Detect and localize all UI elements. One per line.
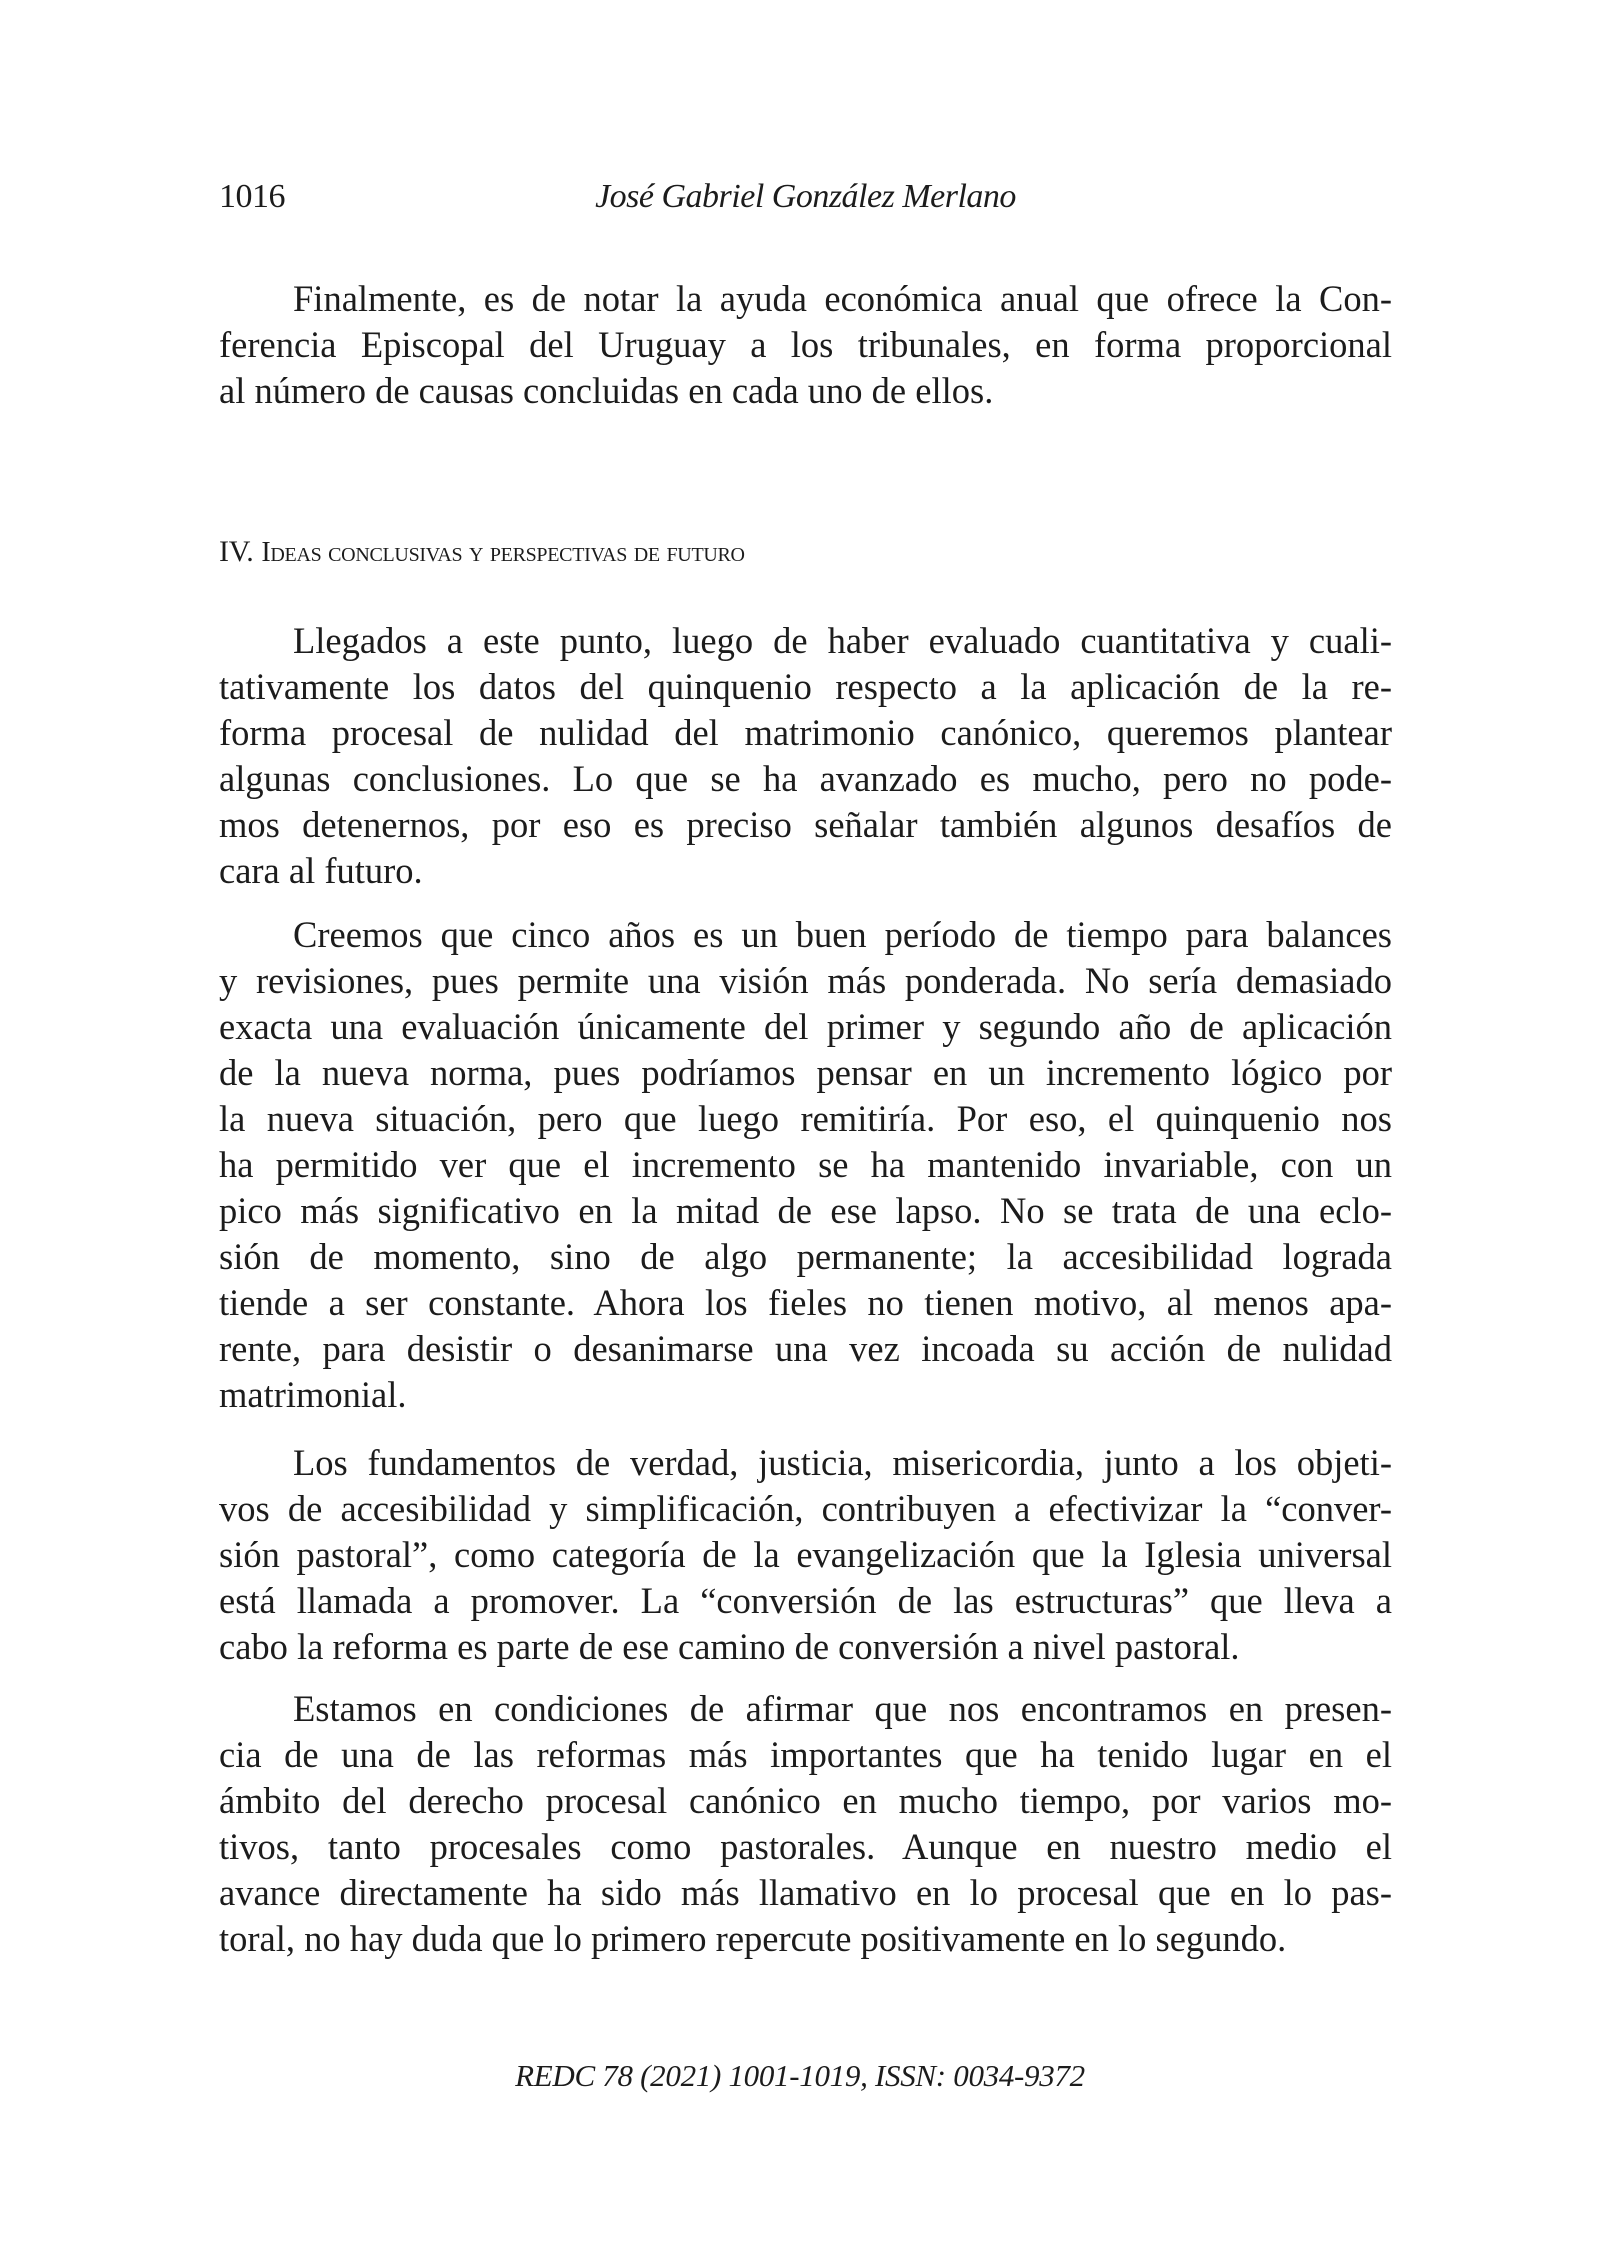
- section-title: Ideas conclusivas y perspectivas de futuro: [261, 537, 745, 568]
- text-line: ferencia Episcopal del Uruguay a los tribunales, en forma proporcional: [219, 324, 1392, 365]
- text-line: Los fundamentos de verdad, justicia, misericordia, junto a los objeti-: [293, 1442, 1392, 1483]
- paragraph-financial-aid: [219, 276, 1392, 414]
- text-line: Creemos que cinco años es un buen período de tiempo para balances: [293, 914, 1392, 955]
- paragraph-important-reform: [219, 1686, 1392, 1962]
- journal-citation-footer: REDC 78 (2021) 1001-1019, ISSN: 0034-9372: [515, 2058, 1085, 2093]
- text-line: sión pastoral”, como categoría de la evangelización que la Iglesia universal: [219, 1534, 1392, 1575]
- text-line: matrimonial.: [219, 1374, 407, 1415]
- text-line: sión de momento, sino de algo permanente; la accesibilidad lograda: [219, 1236, 1392, 1277]
- text-line: avance directamente ha sido más llamativo en lo procesal que en lo pas-: [219, 1872, 1392, 1913]
- text-line: mos detenernos, por eso es preciso señalar también algunos desafíos de: [219, 804, 1392, 845]
- text-line: cara al futuro.: [219, 850, 423, 891]
- text-line: cia de una de las reformas más importantes que ha tenido lugar en el: [219, 1734, 1392, 1775]
- running-header: [219, 178, 1392, 228]
- page-number: 1016: [219, 178, 285, 215]
- text-line: tivos, tanto procesales como pastorales. Aunque en nuestro medio el: [219, 1826, 1392, 1867]
- text-line: rente, para desistir o desanimarse una vez incoada su acción de nulidad: [219, 1328, 1392, 1369]
- paragraph-five-years: [219, 912, 1392, 1418]
- text-line: algunas conclusiones. Lo que se ha avanzado es mucho, pero no pode-: [219, 758, 1392, 799]
- text-line: ámbito del derecho procesal canónico en mucho tiempo, por varios mo-: [219, 1780, 1392, 1821]
- text-line: vos de accesibilidad y simplificación, contribuyen a efectivizar la “conver-: [219, 1488, 1392, 1529]
- text-line: toral, no hay duda que lo primero repercute positivamente en lo segundo.: [219, 1918, 1287, 1959]
- paragraph-conclusions-intro: [219, 618, 1392, 894]
- text-line: al número de causas concluidas en cada uno de ellos.: [219, 370, 994, 411]
- text-line: de la nueva norma, pues podríamos pensar en un incremento lógico por: [219, 1052, 1392, 1093]
- text-line: Finalmente, es de notar la ayuda económica anual que ofrece la Con-: [293, 278, 1392, 319]
- text-line: Llegados a este punto, luego de haber evaluado cuantitativa y cuali-: [293, 620, 1392, 661]
- text-line: Estamos en condiciones de afirmar que nos encontramos en presen-: [293, 1688, 1392, 1729]
- text-line: y revisiones, pues permite una visión más ponderada. No sería demasiado: [219, 960, 1392, 1001]
- running-title: José Gabriel González Merlano: [595, 178, 1016, 215]
- text-line: la nueva situación, pero que luego remitiría. Por eso, el quinquenio nos: [219, 1098, 1392, 1139]
- text-line: forma procesal de nulidad del matrimonio canónico, queremos plantear: [219, 712, 1392, 753]
- text-line: cabo la reforma es parte de ese camino de conversión a nivel pastoral.: [219, 1626, 1240, 1667]
- paragraph-pastoral-conversion: [219, 1440, 1392, 1670]
- text-line: está llamada a promover. La “conversión de las estructuras” que lleva a: [219, 1580, 1392, 1621]
- text-line: exacta una evaluación únicamente del primer y segundo año de aplicación: [219, 1006, 1392, 1047]
- text-line: ha permitido ver que el incremento se ha mantenido invariable, con un: [219, 1144, 1392, 1185]
- text-line: pico más significativo en la mitad de ese lapso. No se trata de una eclo-: [219, 1190, 1392, 1231]
- text-line: tiende a ser constante. Ahora los fieles no tienen motivo, al menos apa-: [219, 1282, 1392, 1323]
- text-line: tativamente los datos del quinquenio respecto a la aplicación de la re-: [219, 666, 1392, 707]
- section-heading: [219, 535, 745, 569]
- section-number: IV.: [219, 535, 254, 568]
